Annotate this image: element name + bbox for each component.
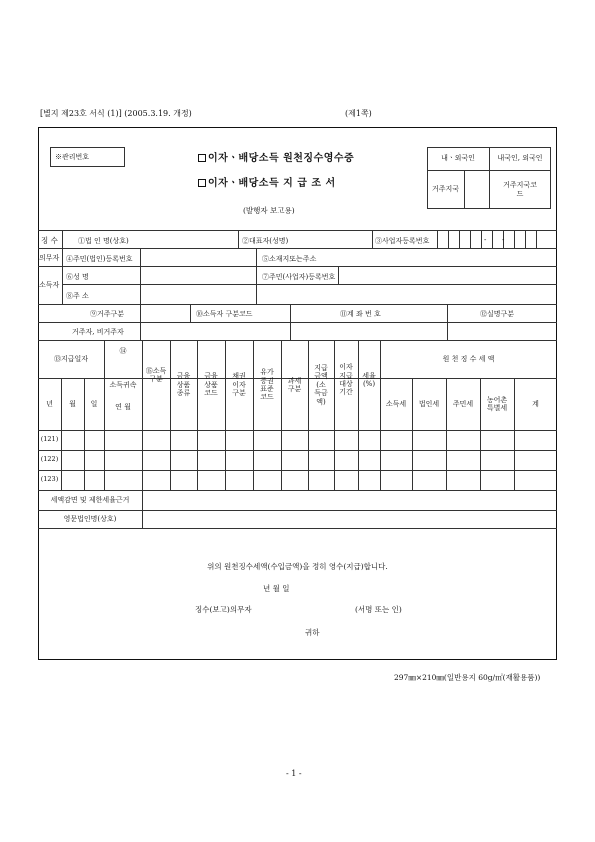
corp-tax-header: 법인세 <box>418 399 440 408</box>
income-code-label: ⑩소득자 구분코드 <box>196 310 253 318</box>
earner-reg-no-label: ⑦주민(사업자)등록번호 <box>262 273 336 281</box>
page-label: (제1쪽) <box>345 109 372 118</box>
withholding-header: 원 천 징 수 세 액 <box>442 354 495 363</box>
total-header: 계 <box>532 399 539 408</box>
bond-interest-header: 채권이자구분 <box>232 372 246 398</box>
form-subtitle: (발행자 보고용) <box>243 206 295 215</box>
receipt-checkbox[interactable] <box>198 154 206 162</box>
page-number: - 1 - <box>286 769 302 778</box>
date-line: 년 월 일 <box>263 584 290 593</box>
addressee-label: 귀하 <box>305 628 320 637</box>
col14-header: ⑭ <box>119 346 127 355</box>
residence-type-label: ⑨거주구분 <box>90 310 125 318</box>
payer-side-label: 징 수 <box>41 236 58 245</box>
address-label: ⑤소재지또는주소 <box>262 255 317 263</box>
corp-name-label: ①법 인 명(상호) <box>78 237 129 245</box>
earner-side-label: 소득자 <box>39 281 60 289</box>
exempt-basis-label: 세액감면 및 제한세율근거 <box>50 495 130 504</box>
table-row-label: (121) <box>40 435 59 444</box>
account-no-label: ⑪계 좌 번 호 <box>340 310 381 318</box>
tax-class-header: 과세구분 <box>287 376 302 393</box>
col14c-header: 연 월 <box>115 402 131 411</box>
fin-product-code-header: 금융상품코드 <box>204 372 218 398</box>
pay-amount-header: 지급금액(소득금액) <box>314 364 328 406</box>
residence-code-label: 거주지국코드 <box>503 181 537 198</box>
form-title-receipt: 이자ㆍ배당소득 원천징수영수증 <box>198 149 354 164</box>
securities-code-header: 유가증권표준코드 <box>260 368 274 402</box>
pay-date-header: ⑬지급일자 <box>53 354 89 363</box>
residence-type-value[interactable]: 거주자, 비거주자 <box>72 328 124 336</box>
fin-product-type-header: 금융상품종류 <box>176 372 191 398</box>
corp-reg-no-label: ④주민(법인)등록번호 <box>66 255 133 263</box>
income-type-header: ⑮소득구분 <box>145 366 167 383</box>
domestic-foreign-label: 내ㆍ외국인 <box>441 154 475 163</box>
resident-tax-header: 주민세 <box>452 399 474 408</box>
signature-label[interactable]: (서명 또는 인) <box>355 605 402 614</box>
trustee-label: 영문법인명(상호) <box>63 514 117 523</box>
tax-rate-header: 세율(%) <box>362 371 376 388</box>
rural-tax-header: 농어촌특별세 <box>486 395 508 412</box>
form-reference: [별지 제23호 서식 (1)] (2005.3.19. 개정) <box>40 109 192 118</box>
earner-name-label: ⑥성 명 <box>66 273 89 281</box>
earner-address-label: ⑧주 소 <box>66 292 89 300</box>
table-row-label: (123) <box>40 475 59 484</box>
representative-label: ②대표자(성명) <box>242 237 289 245</box>
residence-country-label: 거주지국 <box>431 185 460 194</box>
receipt-statement: 위의 원천징수세액(수입금액)을 정히 영수(지급)합니다. <box>207 562 388 571</box>
form-title-statement: 이자ㆍ배당소득 지 급 조 서 <box>198 174 336 189</box>
domestic-foreign-value[interactable]: 내국인, 외국인 <box>497 154 543 163</box>
month-header: 월 <box>69 399 76 408</box>
col14b-header: 소득귀속 <box>109 380 137 389</box>
statement-checkbox[interactable] <box>198 179 206 187</box>
day-header: 일 <box>90 399 98 408</box>
management-number-box[interactable]: ※관리번호 <box>50 147 125 167</box>
payer-side-label-2: 의무자 <box>39 254 60 262</box>
interest-period-header: 이자지급대상기간 <box>339 363 353 397</box>
income-tax-header: 소득세 <box>385 399 407 408</box>
year-header: 년 <box>46 399 53 408</box>
biz-no-label: ③사업자등록번호 <box>375 237 430 245</box>
paper-spec: 297㎜×210㎜(일반용지 60g/㎡(재활용품)) <box>394 673 541 682</box>
real-name-type-label: ⑫실명구분 <box>480 310 515 318</box>
table-row-label: (122) <box>40 455 59 464</box>
obligor-label: 징수(보고)의무자 <box>195 605 252 614</box>
